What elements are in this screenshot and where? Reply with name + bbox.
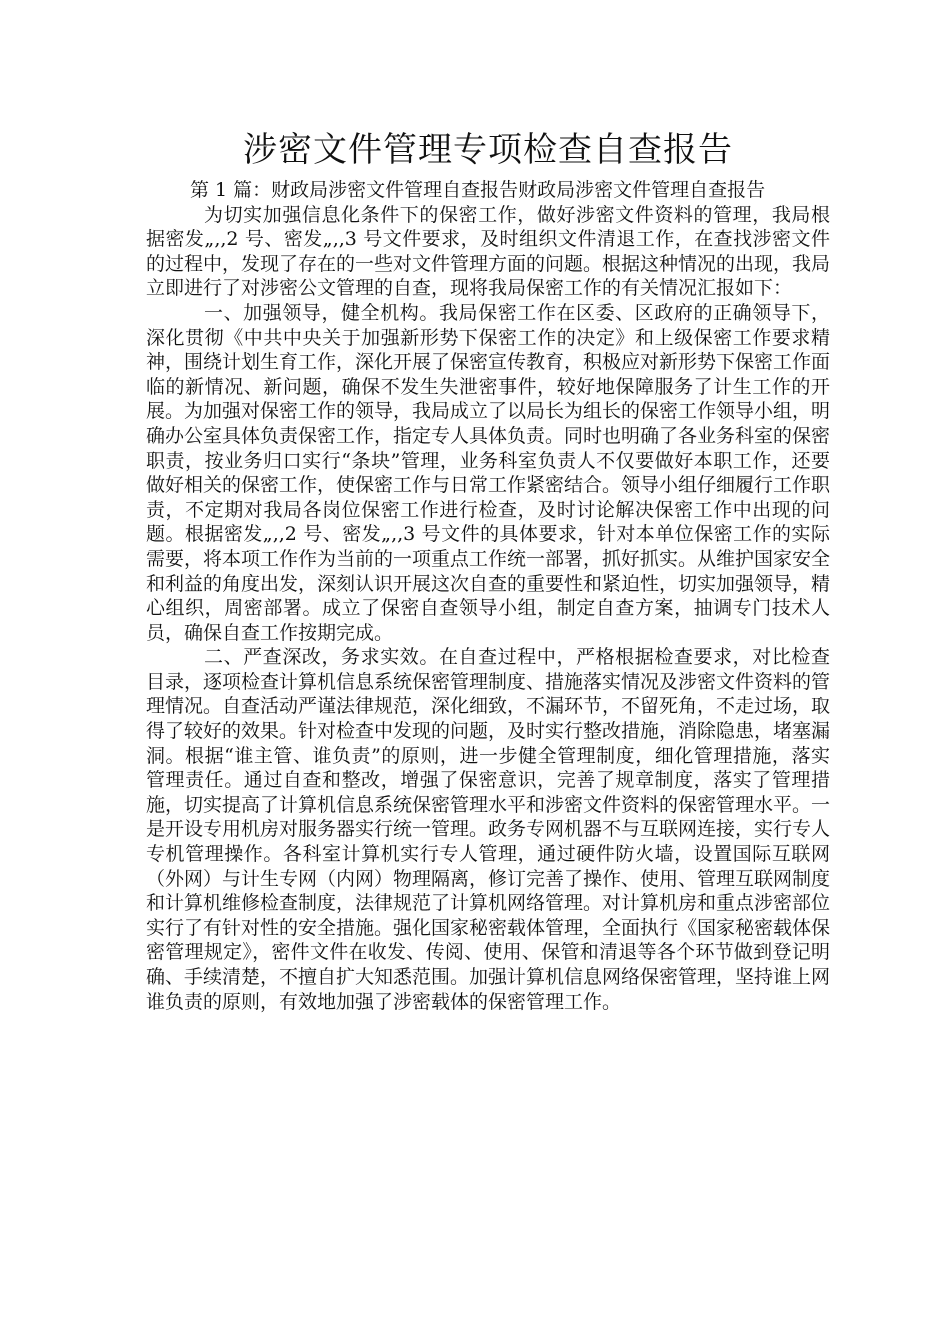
document-subtitle: 第 1 篇：财政局涉密文件管理自查报告财政局涉密文件管理自查报告 [190,179,766,201]
section-two-paragraph: 二、严查深改，务求实效。在自查过程中，严格根据检查要求，对比检查目录，逐项检查计算机信息系统保密管理制度、措施落实情况及涉密文件资料的管理情况。自查活动严谨法律规范，深化细致，不漏环节，不留死角，不走过场，取得了较好的效果。针对检查中发现的问题，及时实行整改措施，消除隐患，堵塞漏洞。根据“谁主管、谁负责”的原则，进一步健全管理制度，细化管理措施，落实管理责任。通过自查和整改，增强了保密意识，完善了规章制度，落实了管理措施，切实提高了计算机信息系统保密管理水平和涉密文件资料的保密管理水平。一是开设专用机房对服务器实行统一管理。政务专网机器不与互联网连接，实行专人专机管理操作。各科室计算机实行专人管理，通过硬件防火墙，设置国际互联网（外网）与计生专网（内网）物理隔离，修订完善了操作、使用、管理互联网制度和计算机维修检查制度，法律规范了计算机网络管理。对计算机房和重点涉密部位实行了有针对性的安全措施。强化国家秘密载体管理，全面执行《国家秘密载体保密管理规定》，密件文件在收发、传阅、使用、保管和清退等各个环节做到登记明确、手续清楚，不擅自扩大知悉范围。加强计算机信息网络保密管理，坚持谁上网谁负责的原则，有效地加强了涉密载体的保密管理工作。 [146,646,831,1013]
intro-paragraph: 为切实加强信息化条件下的保密工作，做好涉密文件资料的管理，我局根据密发„‚‚2 号、密发„‚‚3 号文件要求，及时组织文件清退工作，在查找涉密文件的过程中，发现了存在的一些对文件管理方面的问题。根据这种情况的出现，我局立即进行了对涉密公文管理的自查，现将我局保密工作的有关情况汇报如下： [146,203,831,300]
document-page [146,128,830,1014]
section-one-paragraph: 一、加强领导，健全机构。我局保密工作在区委、区政府的正确领导下，深化贯彻《中共中央关于加强新形势下保密工作的决定》和上级保密工作要求精神，围绕计划生育工作，深化开展了保密宣传教育，积极应对新形势下保密工作面临的新情况、新问题，确保不发生失泄密事件，较好地保障服务了计生工作的开展。为加强对保密工作的领导，我局成立了以局长为组长的保密工作领导小组，明确办公室具体负责保密工作，指定专人具体负责。同时也明确了各业务科室的保密职责，按业务归口实行“条块”管理，业务科室负责人不仅要做好本职工作，还要做好相关的保密工作，使保密工作与日常工作紧密结合。领导小组仔细履行工作职责，不定期对我局各岗位保密工作进行检查，及时讨论解决保密工作中出现的问题。根据密发„‚‚2 号、密发„‚‚3 号文件的具体要求，针对本单位保密工作的实际需要，将本项工作作为当前的一项重点工作统一部署，抓好抓实。从维护国家安全和利益的角度出发，深刻认识开展这次自查的重要性和紧迫性，切实加强领导，精心组织，周密部署。成立了保密自查领导小组，制定自查方案，抽调专门技术人员，确保自查工作按期完成。 [146,301,831,644]
document-title: 涉密文件管理专项检查自查报告 [243,130,733,170]
